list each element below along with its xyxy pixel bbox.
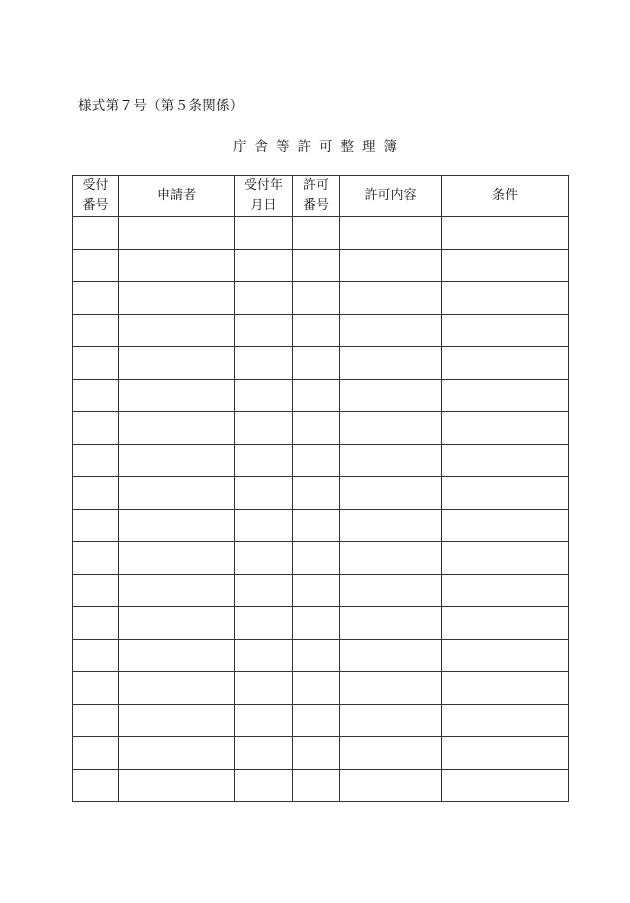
table-row [73,477,569,510]
header-receipt-date [235,176,293,217]
table-cell [119,217,235,250]
table-cell [340,509,442,542]
table-cell [119,509,235,542]
table-cell [119,379,235,412]
table-cell [293,704,340,737]
header-line: 許可 [302,178,329,193]
table-cell [235,737,293,770]
table-row [73,249,569,282]
table-cell [442,737,569,770]
table-cell [73,314,119,347]
header-line: 番号 [302,198,329,213]
header-line: 受付年 [243,178,283,193]
table-cell [442,639,569,672]
table-cell [235,672,293,705]
table-cell [235,347,293,380]
table-cell [340,347,442,380]
table-cell [119,769,235,802]
table-cell [235,249,293,282]
table-cell [293,314,340,347]
table-cell [293,347,340,380]
table-row [73,737,569,770]
table-cell [340,282,442,315]
table-row [73,379,569,412]
table-row [73,217,569,250]
table-cell [340,542,442,575]
table-cell [73,249,119,282]
table-cell [340,444,442,477]
table-cell [442,314,569,347]
table-cell [119,347,235,380]
table-cell [442,477,569,510]
table-cell [340,639,442,672]
table-cell [73,509,119,542]
table-cell [340,217,442,250]
table-row [73,704,569,737]
table-cell [119,639,235,672]
table-cell [340,379,442,412]
table-cell [442,542,569,575]
table-cell [442,672,569,705]
table-row [73,412,569,445]
table-cell [340,672,442,705]
table-cell [293,574,340,607]
table-row [73,509,569,542]
table-cell [442,607,569,640]
table-cell [235,379,293,412]
table-cell [340,737,442,770]
table-cell [340,704,442,737]
table-cell [293,509,340,542]
table-cell [235,639,293,672]
table-cell [442,444,569,477]
table-cell [119,574,235,607]
table-cell [119,672,235,705]
table-cell [340,314,442,347]
table-cell [235,477,293,510]
table-cell [340,477,442,510]
table-cell [293,444,340,477]
table-cell [235,509,293,542]
table-row [73,607,569,640]
table-cell [235,574,293,607]
table-cell [119,444,235,477]
table-cell [73,639,119,672]
table-cell [119,249,235,282]
table-cell [119,704,235,737]
table-cell [235,314,293,347]
table-cell [293,477,340,510]
table-row [73,542,569,575]
table-cell [235,607,293,640]
table-cell [293,639,340,672]
table-cell [293,769,340,802]
header-conditions [442,176,569,217]
table-cell [235,217,293,250]
table-cell [442,347,569,380]
table-cell [235,444,293,477]
table-cell [235,412,293,445]
form-number-label: 様式第７号（第５条関係） [78,98,244,114]
table-cell [442,379,569,412]
table-row [73,444,569,477]
table-cell [73,769,119,802]
table-cell [119,314,235,347]
table-cell [340,574,442,607]
table-cell [235,282,293,315]
table-cell [73,347,119,380]
table-cell [119,737,235,770]
table-cell [119,607,235,640]
table-cell [293,282,340,315]
table-body [73,217,569,802]
table-cell [73,217,119,250]
document-title: 庁舎等許可整理簿 [233,139,405,155]
table-row [73,314,569,347]
table-row [73,769,569,802]
table-cell [340,412,442,445]
table-cell [119,477,235,510]
table-cell [293,379,340,412]
table-cell [235,704,293,737]
table-row [73,282,569,315]
table-cell [340,249,442,282]
table-cell [235,769,293,802]
header-line: 許可内容 [364,188,417,203]
table-cell [293,607,340,640]
table-cell [293,737,340,770]
table-cell [442,249,569,282]
table-cell [340,607,442,640]
table-cell [442,282,569,315]
table-cell [73,737,119,770]
table-row [73,574,569,607]
table-header-row [73,176,569,217]
header-line: 条件 [491,188,518,203]
header-receipt-number [73,176,119,217]
header-line: 番号 [82,198,109,213]
table-cell [73,477,119,510]
table-cell [73,444,119,477]
header-permit-number [293,176,340,217]
table-row [73,639,569,672]
header-line: 申請者 [156,188,196,203]
table-cell [73,542,119,575]
permit-register-table [72,175,569,802]
table-cell [442,574,569,607]
table-cell [293,672,340,705]
table-cell [73,672,119,705]
table-cell [293,249,340,282]
table-cell [340,769,442,802]
header-line: 月日 [250,198,277,213]
table-cell [119,542,235,575]
table-cell [442,217,569,250]
table-cell [293,542,340,575]
table-cell [442,412,569,445]
table-cell [73,704,119,737]
table-cell [442,704,569,737]
table-cell [73,607,119,640]
table-cell [293,412,340,445]
table-cell [293,217,340,250]
header-line: 受付 [82,178,109,193]
table-cell [73,379,119,412]
table-row [73,672,569,705]
header-applicant [119,176,235,217]
table-cell [442,769,569,802]
table-cell [119,412,235,445]
table-cell [235,542,293,575]
table-cell [73,412,119,445]
table-cell [73,282,119,315]
table-cell [119,282,235,315]
table-row [73,347,569,380]
header-permit-details [340,176,442,217]
table-cell [73,574,119,607]
table-cell [442,509,569,542]
